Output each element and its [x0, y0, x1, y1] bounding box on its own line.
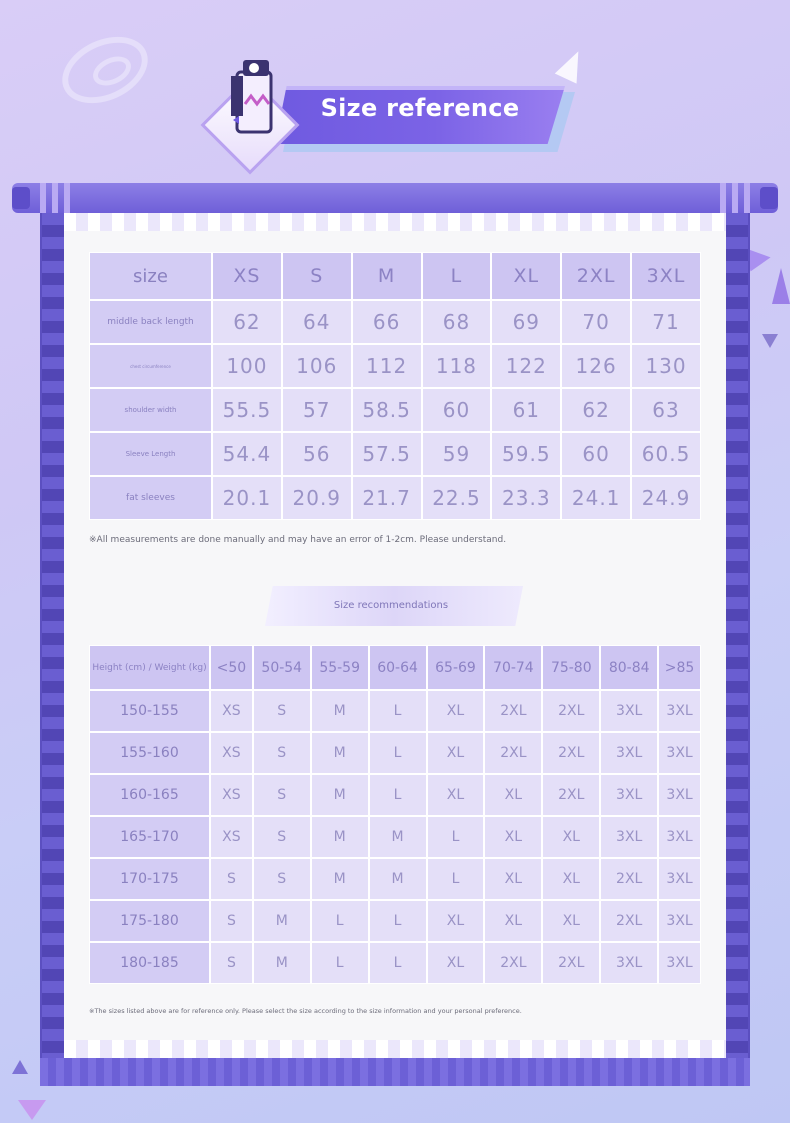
column-header: >85	[658, 645, 701, 690]
background-ring	[52, 24, 159, 116]
table-cell: 66	[352, 300, 422, 344]
table-cell: 3XL	[658, 900, 701, 942]
table-cell: L	[369, 900, 427, 942]
rod-stripe	[720, 183, 726, 213]
table-cell: L	[369, 942, 427, 984]
table-cell: 3XL	[600, 774, 658, 816]
table-cell: 126	[561, 344, 631, 388]
recommendations-title: Size recommendations	[333, 600, 449, 611]
column-header: 75-80	[542, 645, 600, 690]
table-cell: 2XL	[600, 858, 658, 900]
table-cell: S	[253, 858, 311, 900]
table-cell: 118	[422, 344, 492, 388]
table-cell: 130	[631, 344, 701, 388]
row-label: middle back length	[89, 300, 212, 344]
table-cell: M	[369, 816, 427, 858]
mascot-icon	[223, 54, 285, 144]
table-cell: 59.5	[491, 432, 561, 476]
table-cell: XL	[484, 858, 542, 900]
page-title: Size reference	[320, 94, 520, 122]
row-label: 165-170	[89, 816, 210, 858]
table-cell: XL	[484, 816, 542, 858]
table-row	[89, 690, 701, 732]
table-cell: XS	[210, 732, 253, 774]
table-row	[89, 816, 701, 858]
table-cell: 22.5	[422, 476, 492, 520]
table-cell: 64	[282, 300, 352, 344]
rod-stripe	[64, 183, 70, 213]
page-header	[205, 50, 585, 160]
column-header: 70-74	[484, 645, 542, 690]
rod-stripe	[40, 183, 46, 213]
table-cell: 23.3	[491, 476, 561, 520]
table-row	[89, 344, 701, 388]
row-label: 170-175	[89, 858, 210, 900]
table-cell: S	[253, 690, 311, 732]
table-cell: XL	[427, 900, 485, 942]
table-row	[89, 900, 701, 942]
table-cell: 60.5	[631, 432, 701, 476]
frame-pattern-left	[42, 213, 64, 1058]
paper-band-bottom	[64, 1040, 726, 1058]
row-label: 155-160	[89, 732, 210, 774]
triangle-icon	[772, 268, 790, 304]
table-cell: 3XL	[658, 774, 701, 816]
table-cell: 3XL	[658, 942, 701, 984]
table-cell: 3XL	[658, 816, 701, 858]
table-cell: XL	[427, 732, 485, 774]
table-cell: XL	[484, 900, 542, 942]
table-cell: XS	[210, 774, 253, 816]
table-cell: 71	[631, 300, 701, 344]
table-cell: 54.4	[212, 432, 282, 476]
table-cell: L	[369, 690, 427, 732]
table-cell: 112	[352, 344, 422, 388]
column-header: 50-54	[253, 645, 311, 690]
table-cell: S	[210, 942, 253, 984]
table-cell: 100	[212, 344, 282, 388]
measurement-note: ※All measurements are done manually and may have an error of 1-2cm. Please understand.	[89, 535, 507, 545]
table-row	[89, 476, 701, 520]
row-label: 180-185	[89, 942, 210, 984]
recommendation-table	[89, 645, 701, 984]
table-cell: L	[311, 900, 369, 942]
triangle-icon	[762, 334, 778, 348]
table-cell: 3XL	[658, 690, 701, 732]
table-row	[89, 300, 701, 344]
column-header: 2XL	[561, 252, 631, 300]
table-header-row	[89, 252, 701, 300]
table-row	[89, 388, 701, 432]
column-header: <50	[210, 645, 253, 690]
table-cell: M	[369, 858, 427, 900]
table-cell: S	[253, 816, 311, 858]
table-cell: L	[369, 774, 427, 816]
row-label: 150-155	[89, 690, 210, 732]
triangle-icon	[18, 1100, 46, 1120]
table-cell: 62	[212, 300, 282, 344]
table-cell: XL	[427, 774, 485, 816]
table-cell: XL	[542, 816, 600, 858]
table-cell: 57.5	[352, 432, 422, 476]
table-cell: XL	[542, 858, 600, 900]
table-cell: 3XL	[600, 732, 658, 774]
table-cell: 3XL	[658, 732, 701, 774]
table-cell: 56	[282, 432, 352, 476]
rod-stripe	[744, 183, 750, 213]
background-ring-inner	[88, 51, 135, 91]
table-cell: 58.5	[352, 388, 422, 432]
table-cell: 2XL	[542, 732, 600, 774]
row-label: shoulder width	[89, 388, 212, 432]
column-header: L	[422, 252, 492, 300]
table-cell: 2XL	[542, 774, 600, 816]
column-header: M	[352, 252, 422, 300]
row-label: 160-165	[89, 774, 210, 816]
table-cell: 24.9	[631, 476, 701, 520]
table-cell: S	[210, 900, 253, 942]
column-header: 80-84	[600, 645, 658, 690]
rod-end-left	[12, 187, 30, 209]
table-cell: 61	[491, 388, 561, 432]
table-cell: 2XL	[542, 690, 600, 732]
rod-stripe	[52, 183, 58, 213]
table-cell: L	[369, 732, 427, 774]
table-cell: 3XL	[658, 858, 701, 900]
table-cell: 24.1	[561, 476, 631, 520]
table-cell: 59	[422, 432, 492, 476]
table-cell: 3XL	[600, 816, 658, 858]
table-cell: 2XL	[484, 732, 542, 774]
column-header: 3XL	[631, 252, 701, 300]
table-cell: 62	[561, 388, 631, 432]
table-cell: 3XL	[600, 942, 658, 984]
table-cell: L	[427, 858, 485, 900]
table-cell: 68	[422, 300, 492, 344]
table-row	[89, 432, 701, 476]
table-cell: S	[253, 774, 311, 816]
column-header: 55-59	[311, 645, 369, 690]
table-cell: 106	[282, 344, 352, 388]
row-label: chest circumference	[89, 344, 212, 388]
scroll-rod	[12, 183, 778, 213]
row-label: 175-180	[89, 900, 210, 942]
table-row	[89, 774, 701, 816]
rod-end-right	[760, 187, 778, 209]
column-header: S	[282, 252, 352, 300]
table-cell: L	[427, 816, 485, 858]
table-cell: 60	[422, 388, 492, 432]
column-header: Height (cm) / Weight (kg)	[89, 645, 210, 690]
column-header: XS	[212, 252, 282, 300]
table-cell: 2XL	[542, 942, 600, 984]
recommendation-note: ※The sizes listed above are for reference only. Please select the size according to the size information and your personal preference.	[89, 1007, 522, 1015]
table-cell: 57	[282, 388, 352, 432]
table-cell: 2XL	[484, 942, 542, 984]
paper-band-top	[64, 213, 726, 231]
table-cell: 69	[491, 300, 561, 344]
table-cell: 21.7	[352, 476, 422, 520]
table-cell: 55.5	[212, 388, 282, 432]
rod-stripe	[732, 183, 738, 213]
table-row	[89, 942, 701, 984]
table-cell: 63	[631, 388, 701, 432]
table-cell: XL	[542, 900, 600, 942]
table-cell: XS	[210, 690, 253, 732]
table-row	[89, 858, 701, 900]
table-cell: M	[311, 774, 369, 816]
column-header: size	[89, 252, 212, 300]
row-label: Sleeve Length	[89, 432, 212, 476]
table-cell: 3XL	[600, 690, 658, 732]
table-cell: XS	[210, 816, 253, 858]
table-cell: M	[311, 858, 369, 900]
table-cell: L	[311, 942, 369, 984]
column-header: 65-69	[427, 645, 485, 690]
measurement-table	[89, 252, 701, 520]
table-cell: 122	[491, 344, 561, 388]
table-cell: S	[210, 858, 253, 900]
table-cell: S	[253, 732, 311, 774]
table-cell: M	[311, 690, 369, 732]
table-cell: 60	[561, 432, 631, 476]
triangle-icon	[12, 1060, 28, 1074]
row-label: fat sleeves	[89, 476, 212, 520]
table-row	[89, 732, 701, 774]
frame-bottom-fringe	[40, 1058, 750, 1086]
table-cell: 20.9	[282, 476, 352, 520]
table-header-row	[89, 645, 701, 690]
table-cell: XL	[427, 942, 485, 984]
table-cell: XL	[484, 774, 542, 816]
table-cell: M	[311, 816, 369, 858]
frame-pattern-right	[726, 213, 748, 1058]
table-cell: 2XL	[484, 690, 542, 732]
table-cell: M	[253, 942, 311, 984]
table-cell: M	[253, 900, 311, 942]
column-header: XL	[491, 252, 561, 300]
column-header: 60-64	[369, 645, 427, 690]
table-cell: 20.1	[212, 476, 282, 520]
table-cell: XL	[427, 690, 485, 732]
table-cell: M	[311, 732, 369, 774]
table-cell: 70	[561, 300, 631, 344]
table-cell: 2XL	[600, 900, 658, 942]
